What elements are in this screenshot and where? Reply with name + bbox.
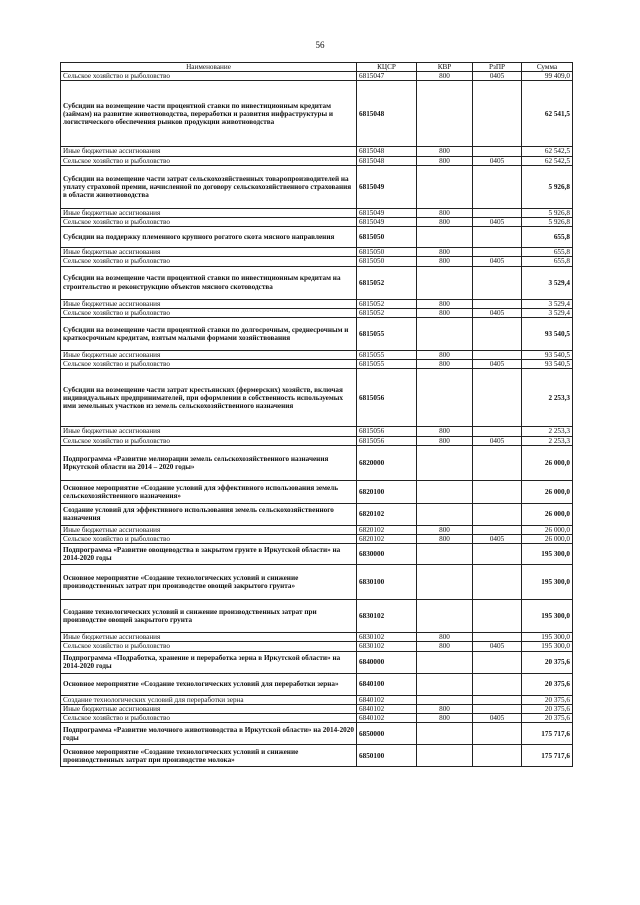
- cell-kvr: 800: [417, 642, 473, 651]
- cell-kvr: [417, 227, 473, 248]
- cell-kcsr: 6850100: [357, 745, 417, 767]
- table-row: [61, 673, 573, 695]
- cell-rzpr: [473, 266, 522, 299]
- table-row: [61, 257, 573, 266]
- cell-rzpr: [473, 695, 522, 704]
- table-row: [61, 565, 573, 600]
- cell-name: Субсидии на возмещение части процентной ставки по долгосрочным, среднесрочным и краткосрочным кредитам, взятым малыми формами хозяйствования: [61, 318, 357, 351]
- cell-kvr: [417, 544, 473, 565]
- cell-sum: 20 375,6: [522, 695, 573, 704]
- cell-rzpr: [473, 600, 522, 633]
- cell-name: Подпрограмма «Развитие овощеводства в закрытом грунте в Иркутской области» на 2014-2020 годы: [61, 544, 357, 565]
- table-row: [61, 351, 573, 360]
- cell-sum: 20 375,6: [522, 714, 573, 723]
- table-row: [61, 308, 573, 317]
- cell-kvr: 800: [417, 351, 473, 360]
- cell-name: Подпрограмма «Развитие молочного животноводства в Иркутской области» на 2014-2020 годы: [61, 723, 357, 745]
- cell-kcsr: 6815056: [357, 427, 417, 436]
- cell-kcsr: 6830102: [357, 642, 417, 651]
- table-row: [61, 642, 573, 651]
- cell-name: Сельское хозяйство и рыболовство: [61, 360, 357, 369]
- cell-name: Подпрограмма «Развитие мелиорации земель сельскохозяйственного назначения Иркутской области на 2014 – 2020 годы»: [61, 445, 357, 480]
- table-row: [61, 704, 573, 713]
- cell-kvr: [417, 745, 473, 767]
- table-row: [61, 147, 573, 156]
- cell-rzpr: [473, 651, 522, 673]
- cell-rzpr: [473, 525, 522, 534]
- table-row: [61, 208, 573, 217]
- cell-rzpr: 0405: [473, 436, 522, 445]
- table-row: [61, 369, 573, 427]
- cell-name: Основное мероприятие «Создание условий для эффективного использования земель сельскохозяйственного назначения»: [61, 480, 357, 503]
- cell-sum: 2 253,3: [522, 369, 573, 427]
- cell-sum: 5 926,8: [522, 165, 573, 208]
- cell-rzpr: [473, 427, 522, 436]
- cell-kvr: 800: [417, 714, 473, 723]
- cell-name: Основное мероприятие «Создание технологических условий для переработки зерна»: [61, 673, 357, 695]
- table-row: [61, 156, 573, 165]
- cell-sum: 3 529,4: [522, 308, 573, 317]
- cell-sum: 20 375,6: [522, 673, 573, 695]
- cell-kcsr: 6815055: [357, 351, 417, 360]
- table-row: [61, 266, 573, 299]
- cell-kcsr: 6820102: [357, 503, 417, 525]
- cell-kcsr: 6815047: [357, 72, 417, 81]
- table-row: [61, 745, 573, 767]
- cell-name: Иные бюджетные ассигнования: [61, 633, 357, 642]
- cell-name: Сельское хозяйство и рыболовство: [61, 642, 357, 651]
- cell-kvr: 800: [417, 535, 473, 544]
- table-row: [61, 445, 573, 480]
- table-row: [61, 218, 573, 227]
- cell-rzpr: [473, 351, 522, 360]
- cell-name: Основное мероприятие «Создание технологических условий и снижение производственных затрат при производстве овощей закрытого грунта»: [61, 565, 357, 600]
- cell-rzpr: 0405: [473, 714, 522, 723]
- cell-kvr: 800: [417, 360, 473, 369]
- cell-name: Сельское хозяйство и рыболовство: [61, 436, 357, 445]
- table-row: [61, 165, 573, 208]
- cell-rzpr: [473, 318, 522, 351]
- cell-name: Подпрограмма «Подработка, хранение и переработка зерна в Иркутской области» на 2014-2020 годы: [61, 651, 357, 673]
- cell-sum: 655,8: [522, 248, 573, 257]
- cell-kvr: [417, 600, 473, 633]
- cell-name: Сельское хозяйство и рыболовство: [61, 72, 357, 81]
- cell-kvr: [417, 81, 473, 147]
- cell-sum: 20 375,6: [522, 704, 573, 713]
- cell-rzpr: [473, 565, 522, 600]
- cell-rzpr: [473, 673, 522, 695]
- cell-name: Иные бюджетные ассигнования: [61, 704, 357, 713]
- cell-sum: 5 926,8: [522, 218, 573, 227]
- cell-sum: 195 300,0: [522, 642, 573, 651]
- cell-name: Иные бюджетные ассигнования: [61, 147, 357, 156]
- cell-sum: 20 375,6: [522, 651, 573, 673]
- table-row: [61, 299, 573, 308]
- cell-kcsr: 6850000: [357, 723, 417, 745]
- table-row: [61, 81, 573, 147]
- cell-sum: 2 253,3: [522, 427, 573, 436]
- cell-kvr: [417, 266, 473, 299]
- cell-kvr: 800: [417, 156, 473, 165]
- cell-rzpr: [473, 544, 522, 565]
- cell-kcsr: 6830102: [357, 600, 417, 633]
- cell-sum: 175 717,6: [522, 745, 573, 767]
- cell-kvr: 800: [417, 427, 473, 436]
- cell-kvr: 800: [417, 704, 473, 713]
- cell-kcsr: 6815052: [357, 308, 417, 317]
- table-row: [61, 72, 573, 81]
- cell-kcsr: 6815048: [357, 81, 417, 147]
- table-row: [61, 227, 573, 248]
- table-row: [61, 600, 573, 633]
- cell-kvr: [417, 651, 473, 673]
- table-row: [61, 503, 573, 525]
- cell-name: Субсидии на возмещение части затрат сельскохозяйственных товаропроизводителей на уплату страховой премии, начисленной по договору сельскохозяйственного страхования в области животноводства: [61, 165, 357, 208]
- cell-sum: 655,8: [522, 257, 573, 266]
- cell-name: Создание условий для эффективного использования земель сельскохозяйственного назначения: [61, 503, 357, 525]
- table-row: [61, 427, 573, 436]
- cell-kcsr: 6815049: [357, 218, 417, 227]
- table-body: [61, 72, 573, 767]
- cell-sum: 195 300,0: [522, 600, 573, 633]
- cell-name: Сельское хозяйство и рыболовство: [61, 714, 357, 723]
- cell-kcsr: 6815050: [357, 248, 417, 257]
- cell-sum: 195 300,0: [522, 565, 573, 600]
- cell-rzpr: 0405: [473, 360, 522, 369]
- cell-name: Иные бюджетные ассигнования: [61, 427, 357, 436]
- cell-sum: 26 000,0: [522, 503, 573, 525]
- cell-rzpr: [473, 369, 522, 427]
- cell-kcsr: 6840100: [357, 673, 417, 695]
- table-row: [61, 651, 573, 673]
- cell-rzpr: 0405: [473, 156, 522, 165]
- cell-kvr: 800: [417, 299, 473, 308]
- cell-rzpr: [473, 503, 522, 525]
- cell-name: Создание технологических условий и снижение производственных затрат при производстве овощей закрытого грунта: [61, 600, 357, 633]
- cell-kcsr: 6815055: [357, 318, 417, 351]
- cell-kvr: 800: [417, 72, 473, 81]
- cell-kvr: 800: [417, 525, 473, 534]
- cell-kcsr: 6815052: [357, 266, 417, 299]
- column-header-sum: Сумма: [522, 63, 573, 72]
- column-header-rzpr: РзПР: [473, 63, 522, 72]
- cell-kvr: [417, 503, 473, 525]
- cell-sum: 195 300,0: [522, 633, 573, 642]
- column-header-kcsr: КЦСР: [357, 63, 417, 72]
- cell-name: Иные бюджетные ассигнования: [61, 208, 357, 217]
- cell-kvr: 800: [417, 218, 473, 227]
- cell-rzpr: [473, 633, 522, 642]
- cell-rzpr: [473, 704, 522, 713]
- cell-sum: 93 540,5: [522, 360, 573, 369]
- cell-kvr: [417, 723, 473, 745]
- page-number: 56: [315, 40, 325, 50]
- cell-sum: 655,8: [522, 227, 573, 248]
- cell-sum: 62 542,5: [522, 156, 573, 165]
- cell-kcsr: 6820100: [357, 480, 417, 503]
- cell-sum: 26 000,0: [522, 535, 573, 544]
- cell-name: Создание технологических условий для переработки зерна: [61, 695, 357, 704]
- cell-kcsr: 6830102: [357, 633, 417, 642]
- cell-sum: 93 540,5: [522, 318, 573, 351]
- cell-kvr: [417, 673, 473, 695]
- cell-sum: 2 253,3: [522, 436, 573, 445]
- cell-kcsr: 6815050: [357, 227, 417, 248]
- cell-kcsr: 6815048: [357, 147, 417, 156]
- table-row: [61, 535, 573, 544]
- cell-kvr: [417, 480, 473, 503]
- cell-kcsr: 6820102: [357, 535, 417, 544]
- cell-kcsr: 6815050: [357, 257, 417, 266]
- cell-name: Сельское хозяйство и рыболовство: [61, 156, 357, 165]
- column-header-kvr: КВР: [417, 63, 473, 72]
- cell-rzpr: [473, 165, 522, 208]
- cell-sum: 62 541,5: [522, 81, 573, 147]
- cell-kcsr: 6815056: [357, 369, 417, 427]
- cell-kvr: 800: [417, 633, 473, 642]
- cell-kcsr: 6815049: [357, 208, 417, 217]
- table-row: [61, 480, 573, 503]
- cell-sum: 26 000,0: [522, 525, 573, 534]
- cell-rzpr: [473, 81, 522, 147]
- column-header-name: Наименование: [61, 63, 357, 72]
- table-row: [61, 633, 573, 642]
- cell-kcsr: 6815052: [357, 299, 417, 308]
- cell-kvr: [417, 565, 473, 600]
- cell-kvr: 800: [417, 147, 473, 156]
- cell-sum: 5 926,8: [522, 208, 573, 217]
- cell-rzpr: [473, 480, 522, 503]
- cell-sum: 195 300,0: [522, 544, 573, 565]
- cell-name: Сельское хозяйство и рыболовство: [61, 535, 357, 544]
- cell-kcsr: 6815056: [357, 436, 417, 445]
- cell-sum: 3 529,4: [522, 266, 573, 299]
- cell-kvr: [417, 445, 473, 480]
- cell-kcsr: 6820000: [357, 445, 417, 480]
- table-row: [61, 714, 573, 723]
- cell-name: Сельское хозяйство и рыболовство: [61, 218, 357, 227]
- table-row: [61, 525, 573, 534]
- cell-kcsr: 6840102: [357, 695, 417, 704]
- cell-sum: 175 717,6: [522, 723, 573, 745]
- cell-rzpr: [473, 208, 522, 217]
- table-row: [61, 544, 573, 565]
- cell-name: Субсидии на поддержку племенного крупного рогатого скота мясного направления: [61, 227, 357, 248]
- cell-kvr: [417, 318, 473, 351]
- cell-kcsr: 6830000: [357, 544, 417, 565]
- cell-kvr: 800: [417, 257, 473, 266]
- cell-kcsr: 6815049: [357, 165, 417, 208]
- table-row: [61, 360, 573, 369]
- cell-rzpr: [473, 445, 522, 480]
- cell-kcsr: 6840000: [357, 651, 417, 673]
- table-row: [61, 723, 573, 745]
- cell-rzpr: 0405: [473, 642, 522, 651]
- cell-sum: 3 529,4: [522, 299, 573, 308]
- table-row: [61, 318, 573, 351]
- cell-sum: 93 540,5: [522, 351, 573, 360]
- cell-sum: 62 542,5: [522, 147, 573, 156]
- table-row: [61, 436, 573, 445]
- budget-table: [60, 62, 573, 767]
- cell-kvr: 800: [417, 208, 473, 217]
- cell-kvr: 800: [417, 308, 473, 317]
- cell-sum: 26 000,0: [522, 445, 573, 480]
- cell-name: Сельское хозяйство и рыболовство: [61, 308, 357, 317]
- cell-rzpr: [473, 745, 522, 767]
- cell-name: Иные бюджетные ассигнования: [61, 248, 357, 257]
- cell-kvr: [417, 695, 473, 704]
- cell-rzpr: 0405: [473, 257, 522, 266]
- cell-rzpr: [473, 147, 522, 156]
- cell-name: Субсидии на возмещение части процентной ставки по инвестиционным кредитам на строительство и реконструкцию объектов мясного скотоводства: [61, 266, 357, 299]
- cell-name: Иные бюджетные ассигнования: [61, 299, 357, 308]
- cell-name: Сельское хозяйство и рыболовство: [61, 257, 357, 266]
- cell-kcsr: 6840102: [357, 704, 417, 713]
- cell-kvr: 800: [417, 248, 473, 257]
- table-row: [61, 695, 573, 704]
- cell-kcsr: 6840102: [357, 714, 417, 723]
- cell-name: Основное мероприятие «Создание технологических условий и снижение производственных затрат при производстве молока»: [61, 745, 357, 767]
- cell-rzpr: [473, 723, 522, 745]
- cell-kvr: 800: [417, 436, 473, 445]
- cell-kvr: [417, 165, 473, 208]
- cell-rzpr: [473, 227, 522, 248]
- cell-rzpr: 0405: [473, 535, 522, 544]
- cell-rzpr: 0405: [473, 72, 522, 81]
- cell-rzpr: [473, 299, 522, 308]
- cell-sum: 99 409,0: [522, 72, 573, 81]
- cell-rzpr: 0405: [473, 308, 522, 317]
- cell-kcsr: 6820102: [357, 525, 417, 534]
- table-header-row: [61, 63, 573, 72]
- cell-name: Иные бюджетные ассигнования: [61, 525, 357, 534]
- cell-name: Иные бюджетные ассигнования: [61, 351, 357, 360]
- cell-sum: 26 000,0: [522, 480, 573, 503]
- cell-rzpr: 0405: [473, 218, 522, 227]
- table-row: [61, 248, 573, 257]
- cell-kvr: [417, 369, 473, 427]
- cell-rzpr: [473, 248, 522, 257]
- cell-kcsr: 6830100: [357, 565, 417, 600]
- cell-kcsr: 6815048: [357, 156, 417, 165]
- cell-kcsr: 6815055: [357, 360, 417, 369]
- cell-name: Субсидии на возмещение части затрат крестьянских (фермерских) хозяйств, включая индивидуальных предпринимателей, при оформлении в собственность используемых ими земельных участков из земель сельскохозяйственного назначения: [61, 369, 357, 427]
- cell-name: Субсидии на возмещение части процентной ставки по инвестиционным кредитам (займам) на развитие животноводства, переработки и развития инфраструктуры и логистического обеспечения рынков продукции животноводства: [61, 81, 357, 147]
